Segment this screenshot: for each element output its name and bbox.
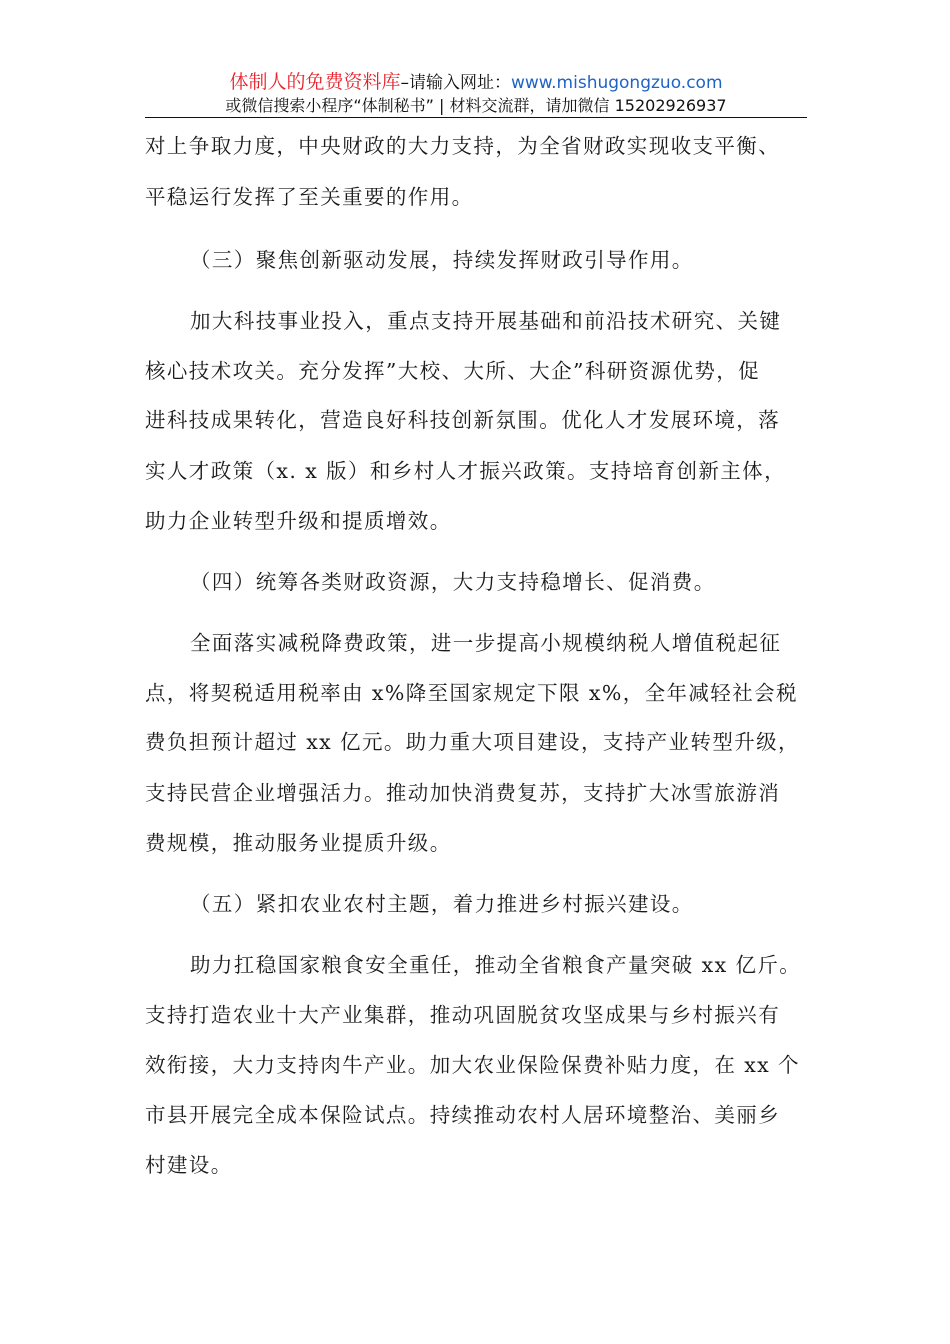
body-line-5: 核心技术攻关。充分发挥”大校、大所、大企”科研资源优势，促 (145, 359, 761, 383)
url-prompt: –请输入网址： (400, 73, 511, 93)
page-header (145, 70, 807, 117)
header-line-2: 或微信搜索小程序“体制秘书” | 材料交流群，请加微信 15202926937 (225, 96, 727, 115)
body-line-4: 加大科技事业投入，重点支持开展基础和前沿技术研究、关键 (190, 309, 782, 333)
body-line-12: 费负担预计超过 xx 亿元。助力重大项目建设，支持产业转型升级， (145, 730, 800, 754)
body-line-10: 全面落实减税降费政策，进一步提高小规模纳税人增值税起征 (190, 631, 782, 655)
brand-title: 体制人的免费资料库 (229, 71, 401, 93)
body-line-20: 村建设。 (145, 1153, 233, 1177)
body-line-19: 市县开展完全成本保险试点。持续推动农村人居环境整治、美丽乡 (145, 1103, 781, 1127)
section-heading-3: （三）聚焦创新驱动发展，持续发挥财政引导作用。 (190, 248, 694, 272)
body-line-1: 对上争取力度，中央财政的大力支持，为全省财政实现收支平衡、 (145, 134, 781, 158)
section-heading-4: （四）统筹各类财政资源，大力支持稳增长、促消费。 (190, 570, 716, 594)
body-line-7: 实人才政策（x. x 版）和乡村人才振兴政策。支持培育创新主体， (145, 459, 786, 483)
body-line-18: 效衔接，大力支持肉牛产业。加大农业保险保费补贴力度，在 xx 个 (145, 1053, 800, 1077)
header-divider (145, 117, 807, 118)
body-line-8: 助力企业转型升级和提质增效。 (145, 509, 452, 533)
body-line-2: 平稳运行发挥了至关重要的作用。 (145, 185, 474, 209)
body-line-14: 费规模，推动服务业提质升级。 (145, 831, 452, 855)
body-line-11: 点，将契税适用税率由 x%降至国家规定下限 x%，全年减轻社会税 (145, 681, 798, 705)
body-line-6: 进科技成果转化，营造良好科技创新氛围。优化人才发展环境，落 (145, 408, 781, 432)
header-line-1 (145, 70, 807, 95)
body-line-17: 支持打造农业十大产业集群，推动巩固脱贫攻坚成果与乡村振兴有 (145, 1003, 781, 1027)
body-line-13: 支持民营企业增强活力。推动加快消费复苏，支持扩大冰雪旅游消 (145, 781, 781, 805)
section-heading-5: （五）紧扣农业农村主题，着力推进乡村振兴建设。 (190, 892, 694, 916)
website-link[interactable]: www.mishugongzuo.com (511, 73, 723, 93)
body-line-16: 助力扛稳国家粮食安全重任，推动全省粮食产量突破 xx 亿斤。 (190, 953, 802, 977)
